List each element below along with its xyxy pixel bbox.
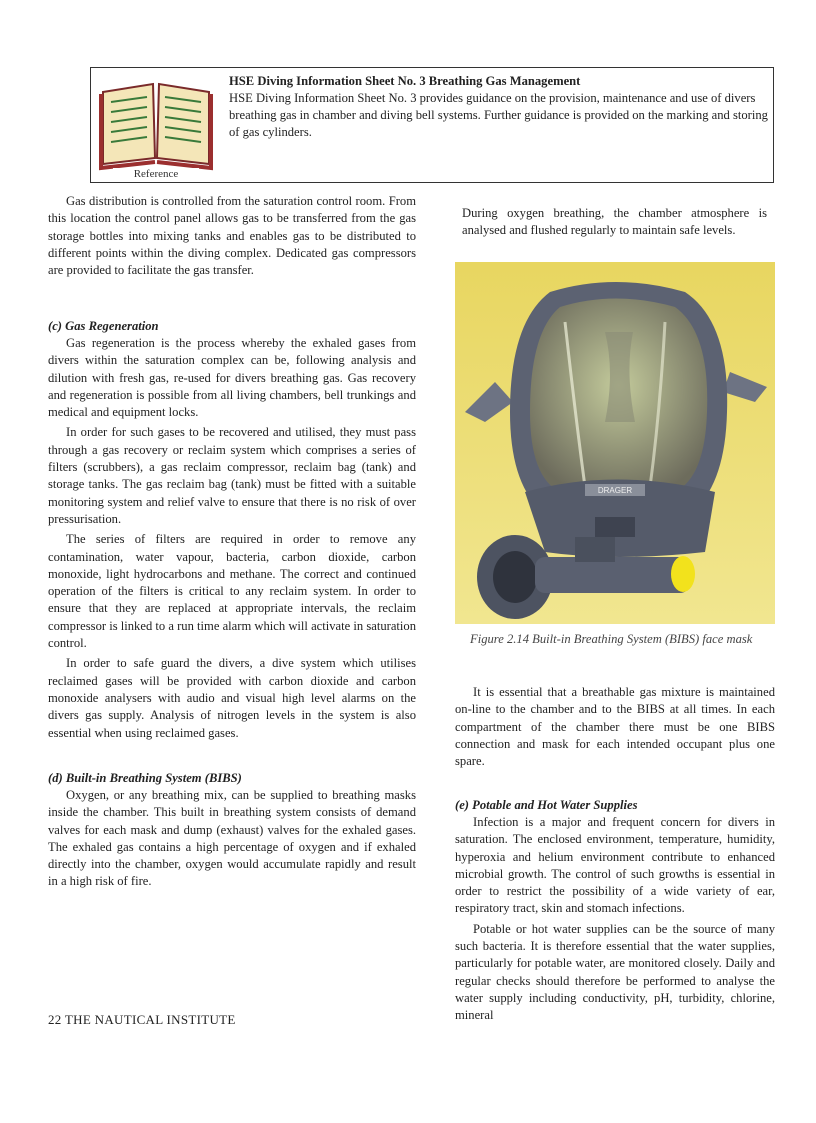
section-c-paragraph: In order to safe guard the divers, a dive system which utilises reclaimed gases will be provided with carbon dioxide and carbon monoxide analysers with audio and visual high level alarms on the divers gas supply. Analysis of nitrogen levels in the system is also essential when using reclaimed gases. (48, 656, 416, 740)
section-c-paragraph: The series of filters are required in order to remove any contamination, water vapour, bacteria, carbon dioxide, carbon monoxide, light hydrocarbons and methane. The correct and continued operation of the filters is critical to any reclaim system. In order to ensure that they are replaced at appropriate intervals, the reclaim compressor is linked to a run time alarm which will activate in saturation control. (48, 532, 416, 651)
section-c-heading: (c) Gas Regeneration (48, 319, 159, 333)
reference-title: HSE Diving Information Sheet No. 3 Breathing Gas Management (229, 74, 581, 88)
page-footer: 22 THE NAUTICAL INSTITUTE (48, 1012, 236, 1027)
section-c-paragraph: Gas regeneration is the process whereby the exhaled gases from divers within the saturation complex can be, following analysis and dilution with fresh gas, re-used for divers breathing gas. Gas recovery and regeneration is possible from all living chambers, bell trunkings and medical and equipment locks. (48, 336, 416, 420)
section-d-heading: (d) Built-in Breathing System (BIBS) (48, 771, 242, 785)
reference-body: HSE Diving Information Sheet No. 3 provides guidance on the provision, maintenance and use of divers breathing gas in chamber and diving bell systems. Further guidance is provided on the marking and storing of gas cylinders. (229, 91, 768, 139)
section-e-paragraph: Potable or hot water supplies can be the source of many such bacteria. It is therefore essential that the water supplies, particularly for potable water, are monitored closely. Daily and regular checks should therefore be performed to analyse the water supply including conductivity, pH, turbidity, chlorine, mineral (455, 921, 775, 1023)
right-top-paragraph (462, 205, 767, 240)
section-c (48, 318, 416, 742)
section-e (455, 797, 775, 1025)
bibs-mask-photo (455, 262, 775, 624)
oxygen-breathing-paragraph: During oxygen breathing, the chamber atmosphere is analysed and flushed regularly to maintain safe levels. (462, 206, 767, 238)
section-d-paragraph: Oxygen, or any breathing mix, can be supplied to breathing masks inside the chamber. This built in breathing system consists of demand valves for each mask and dump (exhaust) valves for the exhaled gases. The exhaled gas contains a high percentage of oxygen and if exhaled directly into the chamber, oxygen would accumulate rapidly and result in a high risk of fire. (48, 788, 416, 889)
reference-box (90, 67, 774, 183)
section-e-heading: (e) Potable and Hot Water Supplies (455, 798, 638, 812)
bibs-paragraph: It is essential that a breathable gas mixture is maintained on-line to the chamber and to the BIBS at all times. In each compartment of the chamber there must be one BIBS connection and mask for each intended occupant plus one spare. (455, 685, 775, 769)
intro-paragraph: Gas distribution is controlled from the saturation control room. From this location the control panel allows gas to be transferred from the gas storage bottles into mixing tanks and enables gas to be distributed to different points within the diving complex. Dedicated gas compressors are provided to facilitate the gas transfer. (48, 194, 416, 278)
section-d (48, 770, 416, 891)
left-column (48, 193, 416, 279)
section-e-paragraph: Infection is a major and frequent concern for divers in saturation. The enclosed environment, temperature, humidity, hyperoxia and helium environment contribute to enhanced microbial growth. The control of such growths is essential in order to restrict the possibility of a wide variety of ear, respiratory tract, skin and stomach infections. (455, 815, 775, 916)
open-book-icon (95, 72, 217, 180)
section-c-paragraph: In order for such gases to be recovered and utilised, they must pass through a gas recovery or reclaim system which comprises a series of filters (scrubbers), a gas reclaim compressor, reclaim bag (tank) and storage tanks. The gas reclaim bag (tank) must be fitted with a suitable monitoring system and relief valve to ensure that there is no risk of over pressurisation. (48, 425, 416, 526)
bibs-paragraph-block (455, 684, 775, 770)
mask-brand-label: DRAGER (597, 486, 633, 495)
figure-caption: Figure 2.14 Built-in Breathing System (BIBS) face mask (470, 632, 753, 646)
reference-icon-label: Reference (133, 168, 179, 180)
